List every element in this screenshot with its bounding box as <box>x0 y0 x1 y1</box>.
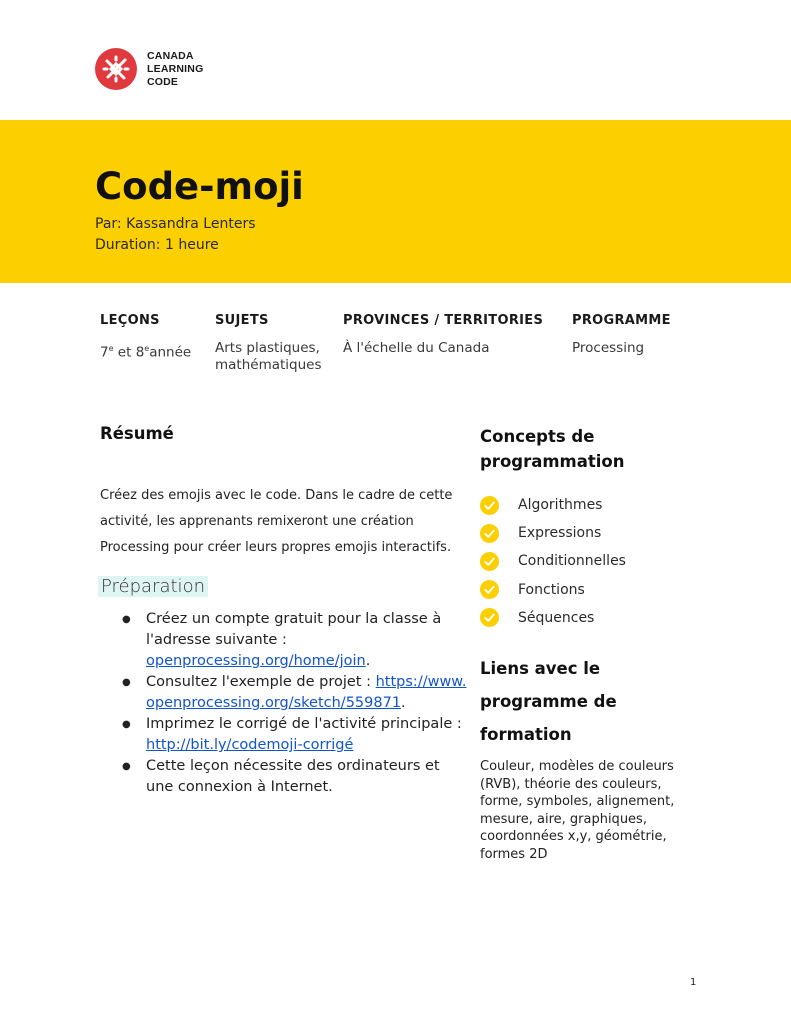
lessons-column <box>100 313 191 362</box>
duration: Duration: 1 heure <box>95 237 219 253</box>
lessons-value <box>100 340 191 362</box>
concepts-heading <box>480 424 625 474</box>
check-circle-icon <box>480 580 499 599</box>
preparation-list <box>118 609 468 798</box>
program-column <box>572 313 671 357</box>
logo-line: CANADA <box>147 49 194 62</box>
curriculum-text: Couleur, modèles de couleurs (RVB), théorie des couleurs, forme, symboles, alignement, mesure, aire, graphiques, coordonnées x,y, géométrie, formes 2D <box>480 759 675 862</box>
program-label: PROGRAMME <box>572 313 671 328</box>
check-circle-icon <box>480 524 499 543</box>
concepts-heading-line: programmation <box>480 452 625 471</box>
logo <box>95 48 203 90</box>
item-text: Consultez l'exemple de projet : <box>146 674 376 690</box>
list-item <box>118 609 468 672</box>
subjects-label: SUJETS <box>215 313 269 328</box>
lessons-label: LEÇONS <box>100 313 160 328</box>
subjects-value-2: mathématiques <box>215 357 322 373</box>
logo-line: CODE <box>147 75 179 88</box>
list-item <box>118 714 468 756</box>
summary-text: Créez des emojis avec le code. Dans le cadre de cette activité, les apprenants remixeront une création Processing pour créer leurs propres emojis interactifs. <box>100 488 453 555</box>
logo-wordmark <box>147 50 203 89</box>
list-item <box>118 672 468 714</box>
provinces-value: À l'échelle du Canada <box>343 340 490 356</box>
item-text: Cette leçon nécessite des ordinateurs et une connexion à Internet. <box>146 758 440 795</box>
provinces-column <box>343 313 543 357</box>
grade-suffix: année <box>149 344 192 361</box>
concept-item <box>480 604 626 632</box>
item-punct: . <box>401 695 406 711</box>
grade-b: et 8 <box>113 344 145 361</box>
author: Par: Kassandra Lenters <box>95 216 256 232</box>
list-item <box>118 756 468 798</box>
concept-label: Algorithmes <box>518 497 603 514</box>
logo-icon <box>95 48 137 90</box>
concept-item <box>480 491 626 519</box>
concept-item <box>480 576 626 604</box>
sketch-link[interactable]: https://www.openprocessing.org/sketch/559871 <box>146 674 467 711</box>
grade-a-sup: e <box>108 344 114 353</box>
curriculum-heading-line: Liens avec le <box>480 659 601 678</box>
concepts-list <box>480 491 626 632</box>
concept-item <box>480 547 626 575</box>
check-circle-icon <box>480 496 499 515</box>
item-text: Créez un compte gratuit pour la classe à l'adresse suivante : <box>146 611 442 648</box>
item-text: Imprimez le corrigé de l'activité principale : <box>146 716 462 732</box>
provinces-label: PROVINCES / TERRITORIES <box>343 313 544 328</box>
answer-key-link[interactable]: http://bit.ly/codemoji-corrigé <box>146 737 354 753</box>
concept-label: Séquences <box>518 609 595 626</box>
summary-heading: Résumé <box>100 424 174 443</box>
concept-label: Fonctions <box>518 581 585 598</box>
curriculum-heading-line: programme de <box>480 692 617 711</box>
check-circle-icon <box>480 552 499 571</box>
program-value: Processing <box>572 340 645 356</box>
subjects-value-1: Arts plastiques, <box>215 340 320 356</box>
logo-line: LEARNING <box>147 62 204 75</box>
concept-item <box>480 519 626 547</box>
concept-label: Conditionnelles <box>518 553 626 570</box>
concept-label: Expressions <box>518 525 602 542</box>
concepts-heading-line: Concepts de <box>480 427 595 446</box>
subjects-column <box>215 313 322 374</box>
curriculum-heading-line: formation <box>480 725 572 744</box>
grade-a: 7 <box>100 344 109 361</box>
grade-b-sup: e <box>144 344 150 353</box>
check-circle-icon <box>480 608 499 627</box>
page-number: 1 <box>690 977 697 988</box>
preparation-heading: Préparation <box>98 576 208 597</box>
join-link[interactable]: openprocessing.org/home/join <box>146 653 366 669</box>
page-title: Code-moji <box>95 165 304 208</box>
curriculum-heading <box>480 652 680 751</box>
item-punct: . <box>365 653 371 669</box>
